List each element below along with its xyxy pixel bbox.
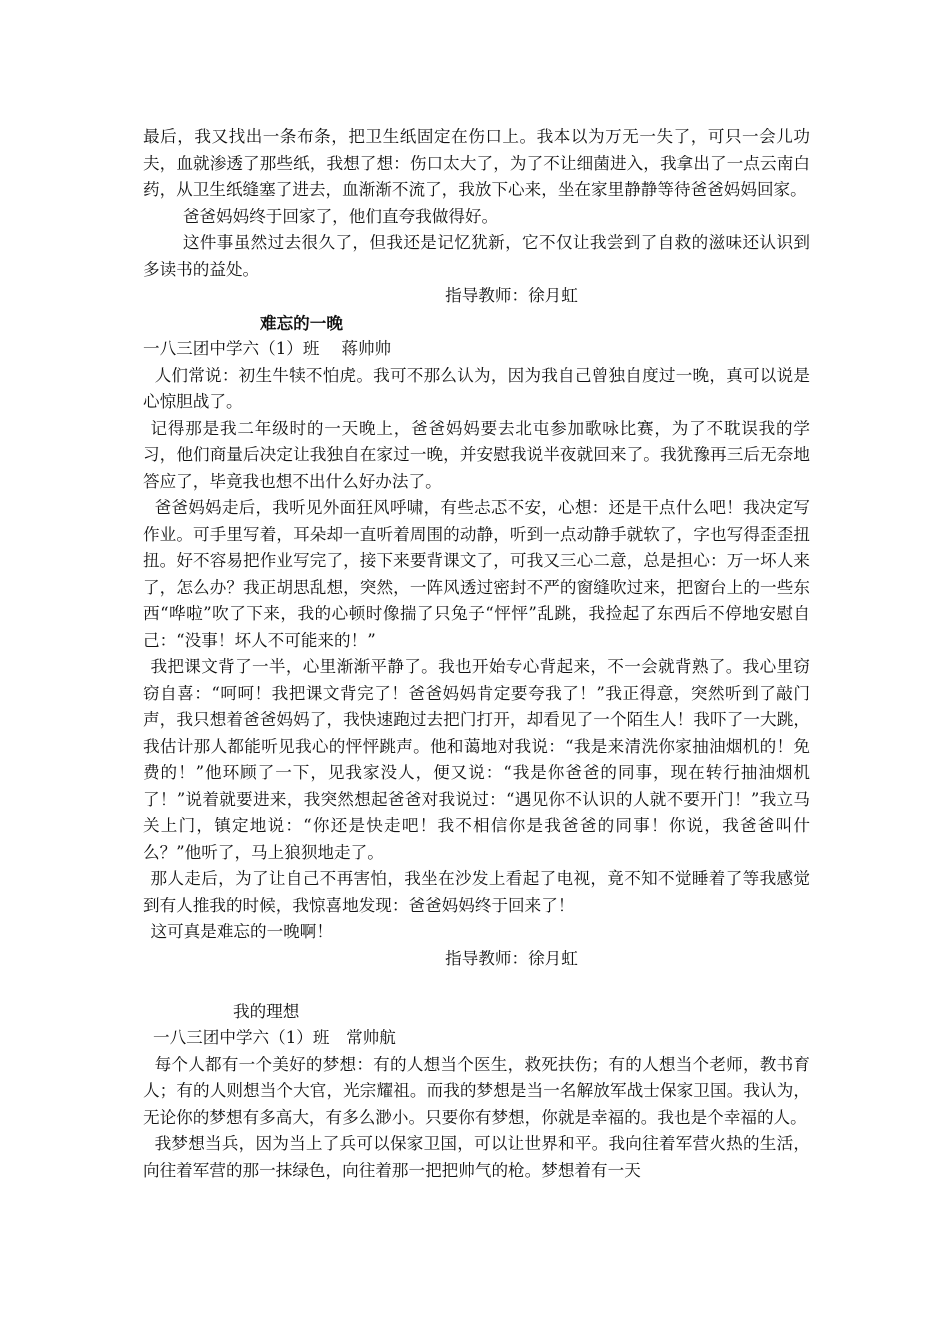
story3-byline: 一八三团中学六（1）班 常帅航 [153,1028,396,1047]
story3-paragraph-2: 我梦想当兵，因为当上了兵可以保家卫国，可以让世界和平。我向往着军营火热的生活，向往着军营的那一抹绿色，向往着那一把把帅气的枪。梦想着有一天 [143,1134,810,1180]
story1-paragraph-2: 爸爸妈妈终于回家了，他们直夸我做得好。 [182,206,499,226]
story2-paragraph-1: 人们常说：初生牛犊不怕虎。我可不那么认为，因为我自己曾独自度过一晚，真可以说是心惊胆战了。 [143,365,810,411]
story2-title: 难忘的一晚 [260,312,343,333]
story1-teacher-signature: 指导教师：徐月虹 [445,286,578,305]
story1-paragraph-3: 这件事虽然过去很久了，但我还是记忆犹新，它不仅让我尝到了自救的滋味还认识到多读书的益处。 [143,233,810,279]
story2-paragraph-5: 那人走后，为了让自己不再害怕，我坐在沙发上看起了电视，竟不知不觉睡着了等我感觉到有人推我的时候，我惊喜地发现：爸爸妈妈终于回来了！ [143,869,810,915]
story2-byline: 一八三团中学六（1）班 蒋帅帅 [143,339,392,358]
story2-teacher-signature: 指导教师：徐月虹 [445,948,578,968]
story2-paragraph-4: 我把课文背了一半，心里渐渐平静了。我也开始专心背起来，不一会就背熟了。我心里窃窃自喜：“呵呵！我把课文背完了！爸爸妈妈肯定要夸我了！”我正得意，突然听到了敲门声，我只想着爸爸妈妈了，我快速跑过去把门打开，却看见了一个陌生人！我吓了一大跳，我估计那人都能听见我心的怦怦跳声。他和蔼地对我说：“我是来清洗你家抽油烟机的！免费的！”他环顾了一下，见我家没人，便又说：“我是你爸爸的同事，现在转行抽油烟机了！”说着就要进来，我突然想起爸爸对我说过：“遇见你不认识的人就不要开门！”我立马关上门，镇定地说：“你还是快走吧！我不相信你是我爸爸的同事！你说，我爸爸叫什么？”他听了，马上狼狈地走了。 [143,657,810,862]
section-spacer [143,972,810,999]
document-page [143,124,810,1184]
story3-paragraph-1: 每个人都有一个美好的梦想：有的人想当个医生，救死扶伤；有的人想当个老师，教书育人；有的人则想当个大官，光宗耀祖。而我的梦想是当一名解放军战士保家卫国。我认为，无论你的梦想有多高大，有多么渺小。只要你有梦想，你就是幸福的。我也是个幸福的人。 [143,1054,810,1127]
story2-paragraph-2: 记得那是我二年级时的一天晚上，爸爸妈妈要去北屯参加歌咏比赛，为了不耽误我的学习，他们商量后决定让我独自在家过一晚，并安慰我说半夜就回来了。我犹豫再三后无奈地答应了，毕竟我也想不出什么好办法了。 [143,418,810,491]
story3-title: 我的理想 [233,1001,300,1021]
story2-paragraph-3: 爸爸妈妈走后，我听见外面狂风呼啸，有些忐忑不安，心想：还是干点什么吧！我决定写作业。可手里写着，耳朵却一直听着周围的动静，听到一点动静手就软了，字也写得歪歪扭扭。好不容易把作业写完了，接下来要背课文了，可我又三心二意，总是担心：万一坏人来了，怎么办？我正胡思乱想，突然，一阵风透过密封不严的窗缝吹过来，把窗台上的一些东西“哗啦”吹了下来，我的心顿时像揣了只兔子“怦怦”乱跳，我捡起了东西后不停地安慰自己：“没事！坏人不可能来的！” [143,498,810,650]
story1-paragraph-1: 最后，我又找出一条布条，把卫生纸固定在伤口上。我本以为万无一失了，可只一会儿功夫，血就渗透了那些纸，我想了想：伤口太大了，为了不让细菌进入，我拿出了一点云南白药，从卫生纸缝塞了进去，血渐渐不流了，我放下心来，坐在家里静静等待爸爸妈妈回家。 [143,127,810,199]
story2-paragraph-6: 这可真是难忘的一晚啊！ [150,922,333,941]
